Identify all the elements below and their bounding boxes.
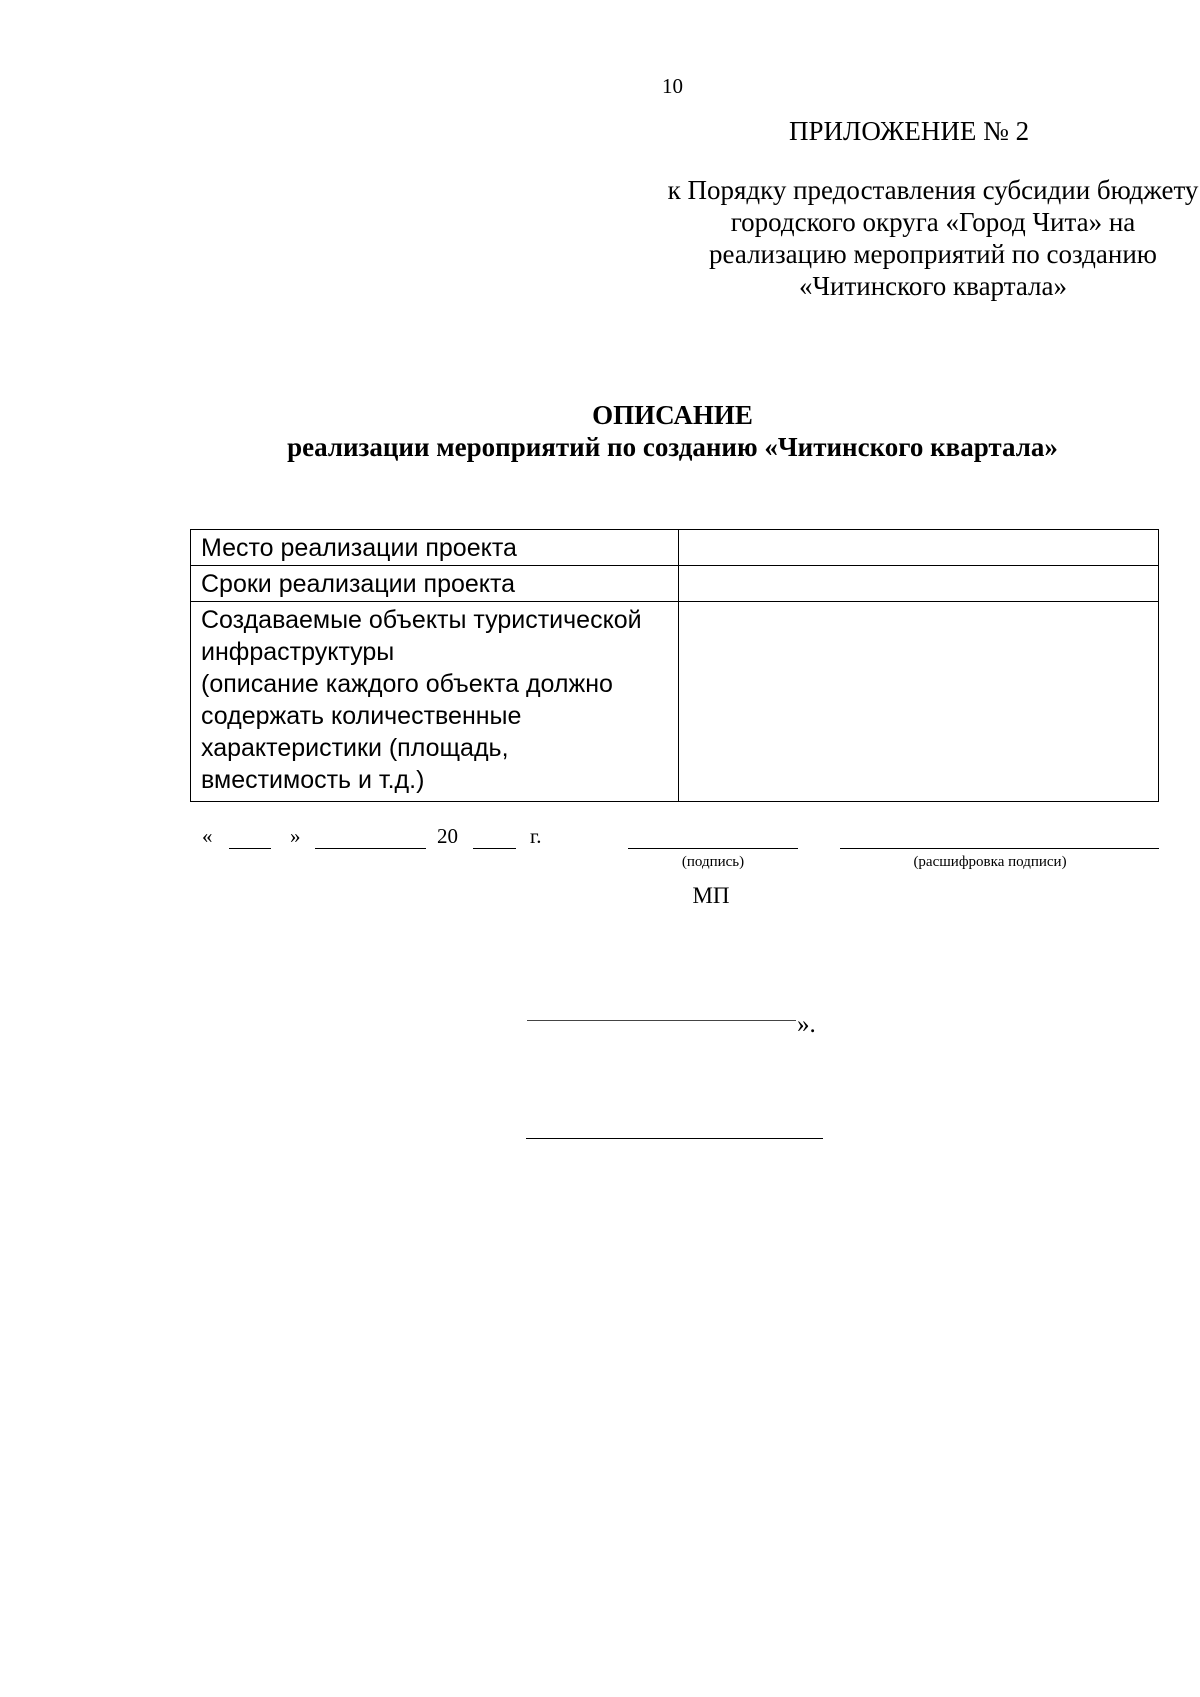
row-label [191, 566, 679, 602]
signature-decode-hint: (расшифровка подписи) [913, 854, 1067, 870]
signature-field[interactable] [628, 848, 798, 849]
signature-block [190, 824, 1159, 880]
appendix-title: ПРИЛОЖЕНИЕ № 2 [789, 116, 1030, 146]
row-label-line: Сроки реализации проекта [201, 570, 516, 598]
row-label-line: Создаваемые объекты туристической [201, 606, 642, 634]
document-title: ОПИСАНИЕ [592, 400, 753, 430]
row-label-line: (описание каждого объекта должно [201, 670, 613, 698]
row-label-line: вместимость и т.д.) [201, 766, 425, 794]
page-number: 10 [662, 74, 683, 98]
row-label-line: содержать количественные [201, 702, 522, 730]
end-separator-line [526, 1138, 823, 1139]
table-row [191, 566, 1159, 602]
row-value-cell[interactable] [679, 602, 1159, 802]
row-label [191, 602, 679, 802]
date-quote-close: » [290, 824, 301, 848]
row-label-line: характеристики (площадь, [201, 734, 509, 762]
document-subtitle: реализации мероприятий по созданию «Читинского квартала» [287, 432, 1058, 462]
row-value-cell[interactable] [679, 566, 1159, 602]
year-prefix: 20 [437, 824, 458, 848]
row-label [191, 530, 679, 566]
table-row [191, 530, 1159, 566]
day-field[interactable] [229, 848, 271, 849]
closing-blank-line [527, 1020, 796, 1021]
month-field[interactable] [315, 848, 426, 849]
row-value-cell[interactable] [679, 530, 1159, 566]
row-label-line: Место реализации проекта [201, 534, 517, 562]
date-quote-open: « [202, 824, 213, 848]
closing-quote: ». [797, 1011, 816, 1038]
table-row [191, 602, 1159, 802]
signature-hint: (подпись) [681, 854, 745, 870]
signature-decode-field[interactable] [840, 848, 1159, 849]
year-field[interactable] [473, 848, 516, 849]
appendix-subtitle: к Порядку предоставления субсидии бюджету городского округа «Город Чита» на реализацию мероприятий по созданию «Читинского квартала» [667, 175, 1199, 301]
stamp-label: МП [692, 883, 730, 908]
project-info-table [190, 529, 1159, 802]
row-label-line: инфраструктуры [201, 638, 395, 666]
year-suffix: г. [530, 824, 542, 848]
